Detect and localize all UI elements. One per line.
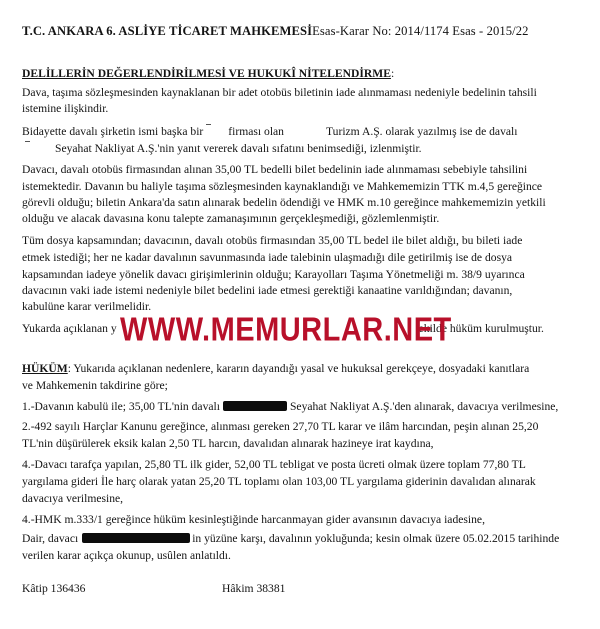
text-segment: in yüzüne karşı, davalının yokluğunda; kesin olmak üzere 05.02.2015 tarihinde bbox=[192, 532, 560, 545]
body-line: etmek istediği; her ne kadar davalının savunmasında iade talebinin ulaşmadığı dile getirilmiş ise de dosya bbox=[22, 251, 513, 264]
text-segment: firması olan bbox=[228, 125, 284, 138]
body-line bbox=[22, 141, 422, 156]
text-segment: Yukarda açıklanan y bbox=[22, 322, 117, 335]
body-line: davacının vaki iade istemi nedeniyle bilet bedelini iade etmesi gerektiği kanaatine varıldığından; davanın, bbox=[22, 284, 513, 297]
document-header bbox=[22, 24, 529, 38]
watermark-logo: WWW.MEMURLAR.NET bbox=[120, 311, 452, 349]
body-line: kapsamından iadeye yönelik davacı girişimlerinin olduğu; Karayolları Taşıma Yönetmeliği m. 38/9 uyarınca bbox=[22, 268, 525, 281]
court-name: T.C. ANKARA 6. ASLİYE TİCARET MAHKEMESİ bbox=[22, 24, 313, 38]
redaction-bar bbox=[82, 533, 190, 543]
section-colon: : bbox=[390, 67, 395, 80]
judge-signature: Hâkim 38381 bbox=[222, 582, 286, 595]
text-segment: ekilde hüküm kurulmuştur. bbox=[418, 322, 544, 335]
case-number: Esas-Karar No: 2014/1174 Esas - 2015/22 bbox=[312, 24, 529, 38]
dair-line bbox=[22, 532, 559, 546]
body-line: olduğu ve alacak davasına konu talepte zamanaşımının gerçekleşmediği, gözlemlenmiştir. bbox=[22, 212, 440, 225]
redaction-mark bbox=[206, 124, 211, 129]
body-line: Tüm dosya kapsamından; davacının, davalı otobüs firmasından 35,00 TL bedel ile bilet aldığı, bu bileti iade bbox=[22, 234, 523, 247]
section-title: DELİLLERİN DEĞERLENDİRİLMESİ VE HUKUKÎ NİTELENDİRME bbox=[22, 67, 391, 80]
verdict-item-4: 4.-Davacı tarafça yapılan, 25,80 TL ilk gider, 52,00 TL tebligat ve posta ücreti olmak üzere toplam 77,80 TL bbox=[22, 458, 526, 471]
redaction-mark bbox=[25, 141, 30, 146]
section-heading bbox=[22, 67, 394, 81]
text-segment: 1.-Davanın kabulü ile; 35,00 TL'nin davalı bbox=[22, 400, 220, 413]
verdict-item-4-cont: davacıya verilmesine, bbox=[22, 492, 124, 505]
body-line bbox=[22, 124, 517, 139]
verdict-item-4-cont: yargılama gideri İle harç olarak yatan 25,20 TL toplamı olan 103,00 TL yargılama giderinin davalıdan alınarak bbox=[22, 475, 536, 488]
verdict-item-2: 2.-492 sayılı Harçlar Kanunu gereğince, alınması gereken 27,70 TL karar ve ilâm harcından, peşin alınan 25,20 bbox=[22, 420, 539, 433]
body-line: ve Mahkemenin takdirine göre; bbox=[22, 379, 168, 392]
text-segment: Seyahat Nakliyat A.Ş.'nin yanıt vererek davalı sıfatını benimsediği, izlenmiştir. bbox=[55, 142, 422, 155]
body-line: Davacı, davalı otobüs firmasından alınan 35,00 TL bedelli bilet bedelinin iade alınmaması sebebiyle tahsilini bbox=[22, 163, 528, 176]
text-segment: Dair, davacı bbox=[22, 532, 79, 545]
body-line: istemektedir. Davanın bu haliyle taşıma sözleşmesinden kaynaklandığı ve Mahkememizin TTK m.4,5 gereğince bbox=[22, 180, 543, 193]
verdict-item-hmk: 4.-HMK m.333/1 gereğince hüküm kesinleştiğinde harcanmayan gider avansının davacıya iadesine, bbox=[22, 513, 485, 526]
verdict-item-1 bbox=[22, 400, 558, 414]
verdict-item-2-cont: TL'nin düşürülerek eksik kalan 2,50 TL harcın, davalıdan alınarak hazineye irat kaydına, bbox=[22, 437, 434, 450]
text-segment: Seyahat Nakliyat A.Ş.'den alınarak, davacıya verilmesine, bbox=[289, 400, 559, 413]
hukum-label: HÜKÜM bbox=[22, 362, 68, 375]
hukum-intro bbox=[22, 362, 529, 376]
body-line: kabulüne karar verilmelidir. bbox=[22, 300, 152, 313]
body-line: Dava, taşıma sözleşmesinden kaynaklanan bir adet otobüs biletinin iade alınmaması nedeniyle bedelinin tahsili bbox=[22, 86, 537, 99]
clerk-signature: Kâtip 136436 bbox=[22, 582, 86, 595]
hukum-intro-text: : Yukarıda açıklanan nedenlere, kararın dayandığı yasal ve hukuksal gerekçeye, dosyadaki kanıtlara bbox=[67, 362, 530, 375]
body-line: görevli olduğu; biletin Ankara'da satın alınarak bedelin ödendiği ve HMK m.10 gereğince mahkememizin yetkili bbox=[22, 196, 546, 209]
redaction-bar bbox=[223, 401, 287, 411]
dair-line-cont: verilen karar açıkça okunup, usûlen anlatıldı. bbox=[22, 549, 231, 562]
text-segment: Turizm A.Ş. olarak yazılmış ise de davalı bbox=[325, 125, 518, 138]
text-segment: Bidayette davalı şirketin ismi başka bir bbox=[22, 125, 204, 138]
body-line: istemine ilişkindir. bbox=[22, 102, 109, 115]
